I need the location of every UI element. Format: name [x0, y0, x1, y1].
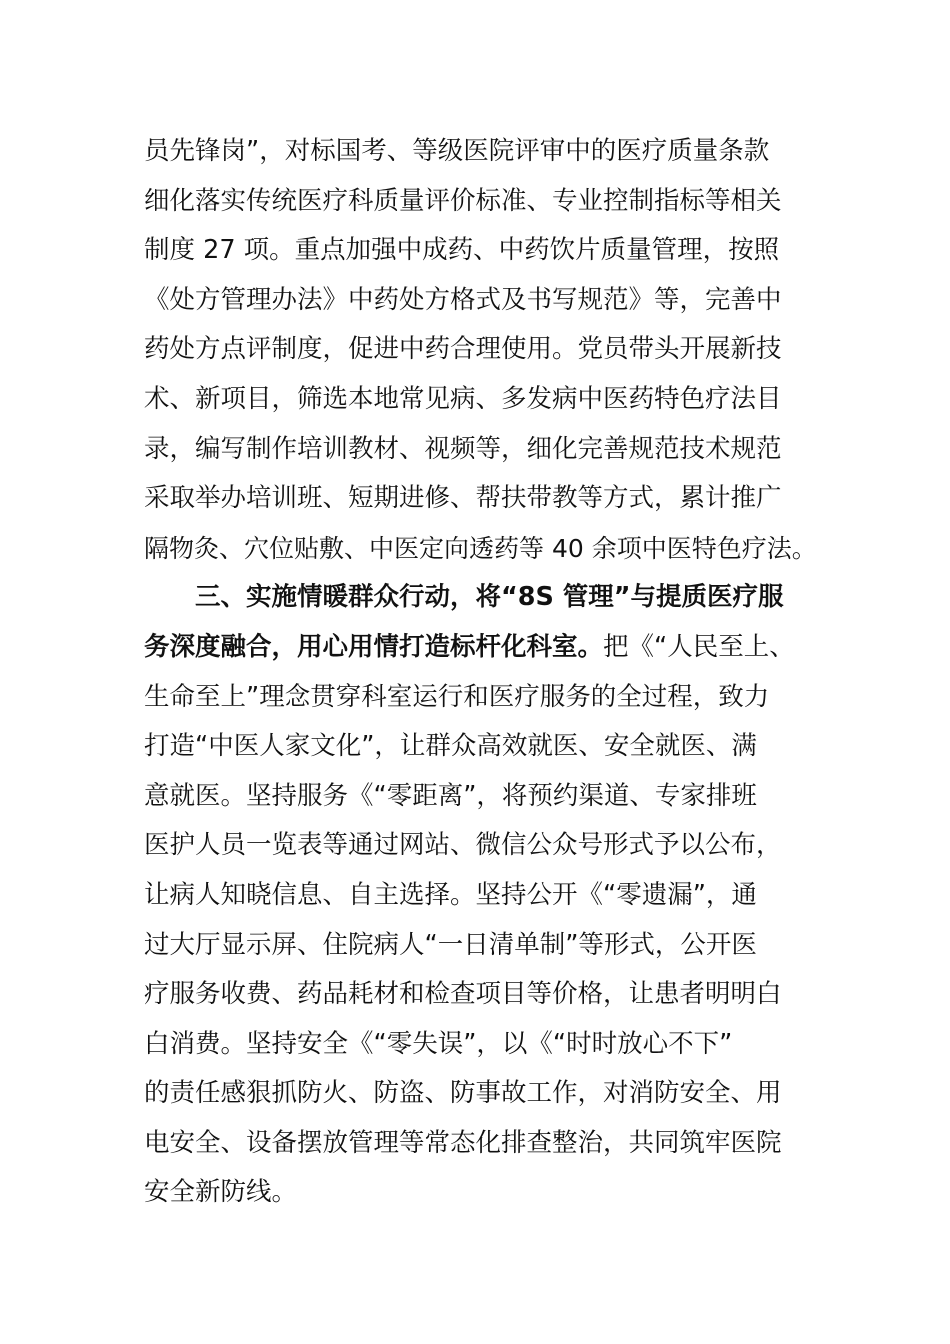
text-line: [144, 177, 824, 227]
text-line: [144, 871, 824, 921]
text-run: 医护人员一览表等通过网站、微信公众号形式予以公布，: [144, 830, 782, 861]
text-line: [144, 325, 824, 375]
text-line: [144, 821, 824, 871]
text-run: 疗服务收费、药品耗材和检查项目等价格，让患者明明白: [144, 979, 782, 1010]
text-run: 让病人知晓信息、自主选择。坚持公开《“零遗漏”，通: [144, 879, 757, 910]
text-line: [144, 474, 824, 524]
body-text: [144, 127, 824, 1218]
bold-text-run: 务深度融合，用心用情打造标杆化科室。: [144, 631, 604, 662]
text-line: [144, 921, 824, 971]
text-line: [144, 425, 824, 475]
text-run: 把《“人民至上、: [603, 631, 795, 662]
text-line: [144, 1020, 824, 1070]
bold-text-run: 三、实施情暖群众行动，将“8S 管理”与提质医疗服: [144, 582, 784, 613]
text-run: 《处方管理办法》中药处方格式及书写规范》等，完善中: [144, 284, 782, 315]
text-line: [144, 226, 824, 276]
text-run: 录，编写制作培训教材、视频等，细化完善规范技术规范: [144, 433, 782, 464]
text-run: 过大厅显示屏、住院病人“一日清单制”等形式，公开医: [144, 929, 757, 960]
text-run: 采取举办培训班、短期进修、帮扶带教等方式，累计推广: [144, 483, 782, 514]
text-line: [144, 722, 824, 772]
text-run: 药处方点评制度，促进中药合理使用。党员带头开展新技: [144, 334, 782, 365]
text-run: 细化落实传统医疗科质量评价标准、专业控制指标等相关: [144, 185, 782, 216]
text-run: 员先锋岗”，对标国考、等级医院评审中的医疗质量条款: [144, 136, 770, 166]
text-run: 安全新防线。: [144, 1177, 298, 1208]
text-line: [144, 1119, 824, 1169]
text-line: [144, 673, 824, 723]
text-line: [144, 573, 824, 623]
text-run: 术、新项目，筛选本地常见病、多发病中医药特色疗法目: [144, 383, 782, 414]
text-line: [144, 623, 824, 673]
text-line: [144, 970, 824, 1020]
text-run: 白消费。坚持安全《“零失误”，以《“时时放心不下”: [144, 1028, 733, 1059]
text-run: 制度 27 项。重点加强中成药、中药饮片质量管理，按照: [144, 235, 780, 266]
text-line: [144, 1069, 824, 1119]
text-line: [144, 524, 824, 574]
text-run: 隔物灸、穴位贴敷、中医定向透药等 40 余项中医特色疗法。: [144, 533, 817, 563]
text-line: [144, 276, 824, 326]
text-line: [144, 1168, 824, 1218]
text-line: [144, 772, 824, 822]
text-run: 生命至上”理念贯穿科室运行和医疗服务的全过程，致力: [144, 681, 770, 712]
text-run: 电安全、设备摆放管理等常态化排查整治，共同筑牢医院: [144, 1127, 782, 1158]
text-run: 的责任感狠抓防火、防盗、防事故工作，对消防安全、用: [144, 1078, 782, 1109]
text-line: [144, 127, 824, 177]
text-run: 打造“中医人家文化”，让群众高效就医、安全就医、满: [144, 731, 757, 762]
text-run: 意就医。坚持服务《“零距离”，将预约渠道、专家排班: [144, 780, 757, 811]
text-line: [144, 375, 824, 425]
